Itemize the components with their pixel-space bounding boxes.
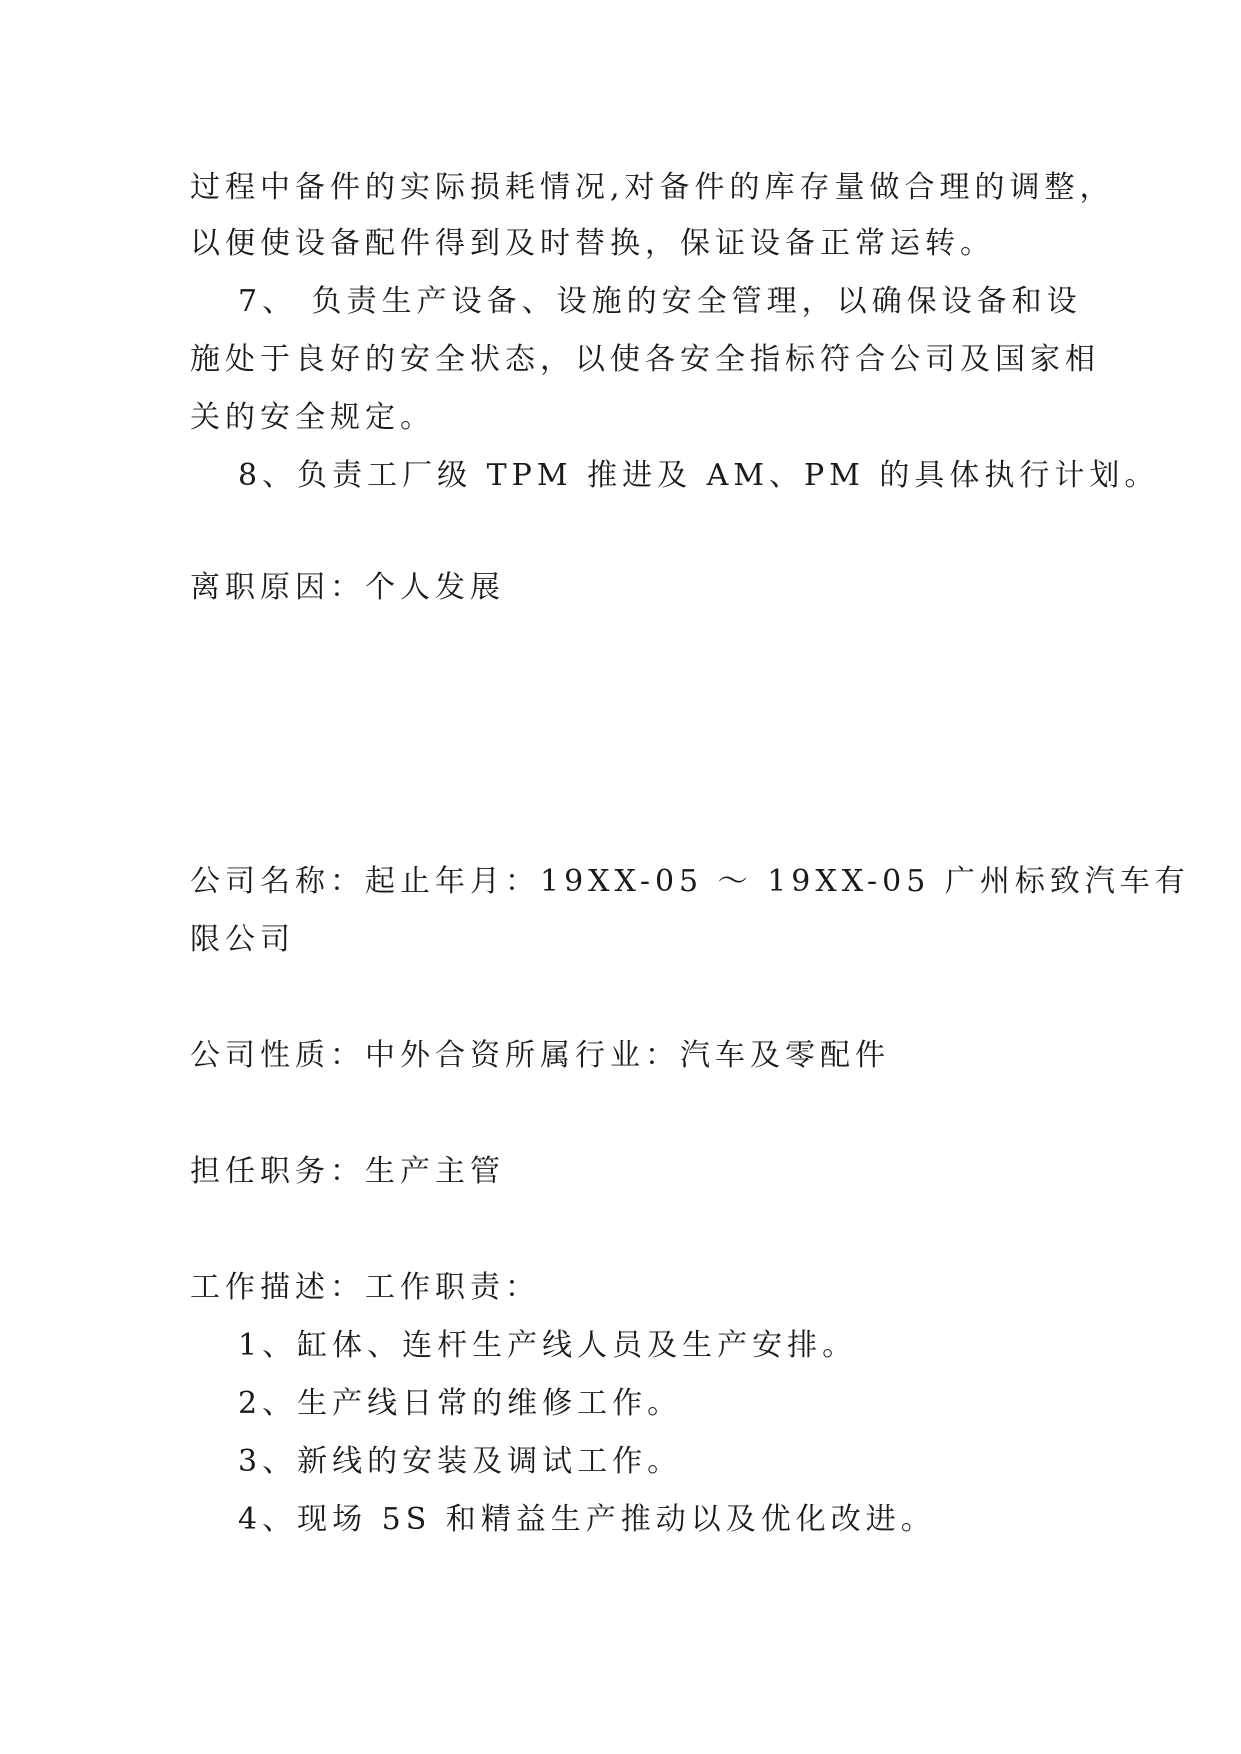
resignation-reason: 离职原因：个人发展 (190, 570, 505, 605)
company-type: 公司性质：中外合资所属行业：汽车及零配件 (190, 1038, 890, 1073)
list-item: 2、生产线日常的维修工作。 (238, 1386, 683, 1421)
list-item: 3、新线的安装及调试工作。 (238, 1444, 683, 1479)
text-line: 限公司 (190, 922, 295, 957)
text-line: 以便使设备配件得到及时替换，保证设备正常运转。 (190, 226, 995, 261)
list-item: 4、现场 5S 和精益生产推动以及优化改进。 (238, 1502, 936, 1537)
job-description-heading: 工作描述：工作职责： (190, 1270, 540, 1305)
text-line: 关的安全规定。 (190, 400, 435, 435)
company-name: 公司名称：起止年月：19XX-05 ～ 19XX-05 广州标致汽车有 (190, 864, 1190, 899)
job-position: 担任职务：生产主管 (190, 1154, 505, 1189)
list-item: 7、 负责生产设备、设施的安全管理，以确保设备和设 (238, 284, 1082, 319)
list-item: 1、缸体、连杆生产线人员及生产安排。 (238, 1328, 858, 1363)
text-line: 过程中备件的实际损耗情况,对备件的库存量做合理的调整， (190, 170, 1115, 205)
list-item: 8、负责工厂级 TPM 推进及 AM、PM 的具体执行计划。 (238, 458, 1160, 493)
text-line: 施处于良好的安全状态，以使各安全指标符合公司及国家相 (190, 342, 1100, 377)
